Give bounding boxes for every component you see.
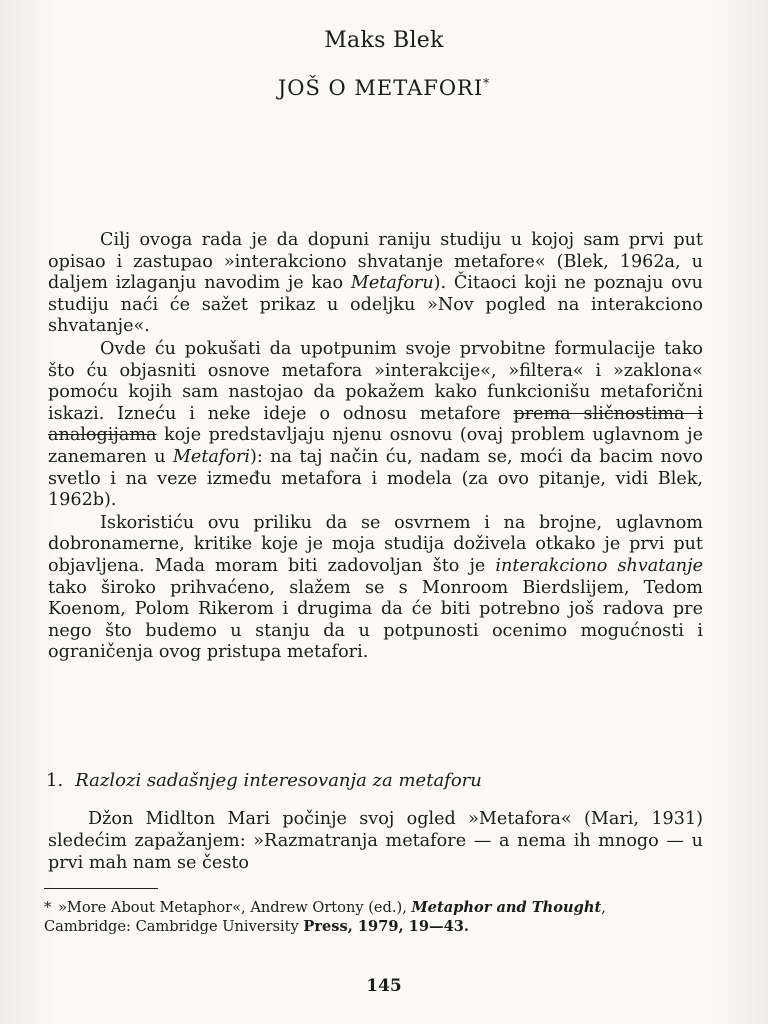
section-body (48, 808, 703, 874)
paragraph-text: Iskoristiću ovu priliku da se osvrnem i na brojne, uglavnom dobronamerne, kritike koje je moja studija doživela otkako je prvi put objavljena. Mada moram biti zadovoljan što je (48, 512, 703, 576)
footnote-mark: * (44, 899, 52, 916)
paragraph-text: Ovde ću pokušati da upotpunim svoje prvobitne formulacije tako što ću objasniti osnove metafora »interakcije«, »filtera« i »zaklona« pomoću kojih sam nastojao da pokažem kako funkcionišu metaforični iskazi. Izneću i neke ideje o odnosu metafore (48, 338, 703, 424)
paragraph-text: ): na taj način ću, nadam se, moći da bacim novo svetlo i na veze između metafora i modela (za ovo pitanje, vidi Blek, 1962b). (48, 446, 703, 511)
section-heading (46, 770, 706, 791)
italic-title: Metafori (172, 446, 251, 467)
paragraph-text: tako široko prihvaćeno, slažem se s Monroom Bierdslijem, Tedom Koenom, Polom Rikerom i drugima da će biti potrebno još radova pre nego što budemo u stanju da u potpunosti ocenimo mogućnosti i ograničenja ovog pristupa metafori. (48, 577, 703, 663)
paragraph-4: Džon Midlton Mari počinje svoj ogled »Metafora« (Mari, 1931) sledećim zapažanjem: »Razmatranja metafore — a nema ih mnogo — u prvi mah nam se često (48, 809, 703, 873)
footnote-divider (44, 888, 158, 889)
page-number: 145 (366, 976, 402, 996)
chapter-title-text: JOŠ O METAFORI (277, 76, 484, 100)
paragraph-text: Cilj ovoga rada je da dopuni raniju studiju u kojoj sam prvi put opisao i zastupao »interakciono shvatanje metafore« (Blek, 1962a, u daljem izlaganju navodim je kao (48, 230, 703, 294)
paragraph-1 (48, 230, 703, 338)
section-number: 1. (46, 770, 64, 791)
chapter-title (0, 76, 768, 100)
italic-term: interakciono shvatanje (495, 555, 703, 576)
paragraph-text: koje predstavljaju njenu osnovu (ovaj problem uglavnom je zanemaren u (48, 425, 703, 467)
struck-through-text: prema sličnostima i analogijama (48, 403, 704, 446)
section-title: Razlozi sadašnjeg interesovanja za metaforu (75, 770, 482, 791)
body-text (48, 230, 703, 664)
author-name: Maks Blek (324, 28, 444, 53)
italic-title: Metaforu (350, 273, 434, 294)
footnote-text: »More About Metaphor«, Andrew Ortony (ed.), (58, 899, 412, 916)
paragraph-3 (48, 513, 703, 664)
paragraph-text: ). Čitaoci koji ne poznaju ovu studiju naći će sažet prikaz u odeljku »Nov pogled na interakciono shvatanje«. (48, 273, 703, 337)
footnote (44, 898, 694, 936)
paragraph-2 (48, 339, 703, 512)
footnote-text: , Cambridge: Cambridge University (44, 899, 606, 935)
footnote-book-title: Metaphor and Thought (411, 899, 602, 916)
footnote-publication: Press, 1979, 19—43. (303, 918, 469, 935)
footnote-marker: * (483, 76, 491, 90)
